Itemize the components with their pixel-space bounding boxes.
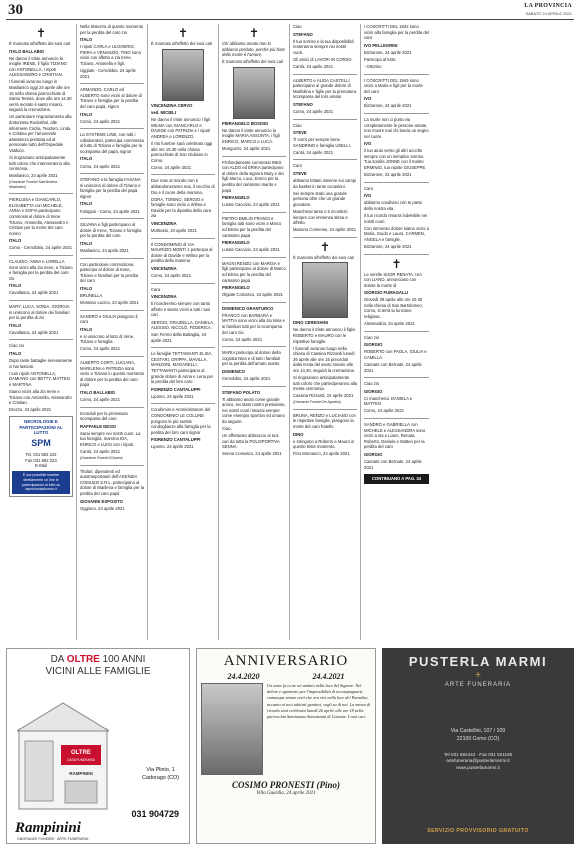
- spm-logo: SPM: [31, 438, 51, 449]
- notice-date: Villa Guardia, 24 aprile 2021: [256, 791, 316, 796]
- deceased-name: RAFFAELE DESSI: [80, 423, 116, 429]
- building-sign: OLTRE: [71, 750, 91, 756]
- ad-title: NECROLOGIE E PARTECIPAZIONI AL LUTTO: [19, 418, 63, 436]
- notice-date: Maslianico, 24 aprile 2021: [9, 173, 58, 179]
- date-from: 24.4.2020: [227, 672, 260, 681]
- divider: [364, 113, 429, 114]
- divider: [80, 83, 144, 84]
- cross-icon: ✝: [177, 26, 189, 40]
- notice-text: Il CONDOMINIO di VIA MAURIZIO MONTI 1 partecipa al dolore di Davide e Wilma per la perdita della mamma: [151, 241, 213, 264]
- divider: [293, 119, 357, 120]
- notice-text: CLAUDIO, ANNA e LORELLA sono vicini alla zia Irene, a Tiziano e famiglia per la perdita del caro zio: [9, 259, 73, 281]
- ad-online-banner[interactable]: È ora possibile inserire direttamente on line le partecipazioni al lutto su laprovinciadicomo.it: [12, 471, 70, 494]
- deceased-name: ITALO: [9, 322, 22, 328]
- deceased-name: ITALO: [9, 238, 22, 244]
- notice-date: Uggiate - Cernobbio, 24 aprile 2021: [80, 68, 136, 79]
- deceased-name: STEFANO POLATO: [222, 389, 260, 395]
- page-header: [6, 0, 574, 20]
- divider: [9, 193, 73, 194]
- deceased-name: DOMENICO GRANTURCO: [222, 305, 274, 311]
- divider: [222, 346, 286, 347]
- deceased-name: PIERANGELO BOSISIO: [222, 120, 269, 126]
- divider: [80, 310, 144, 311]
- notice-date: Como, 24 aprile 2021: [80, 346, 121, 352]
- column-6: [361, 24, 432, 640]
- funeral-home-building-icon: [17, 701, 109, 811]
- divider: [364, 182, 429, 183]
- ad-email[interactable]: artefuneraria@pusterlamarmi.it: [446, 758, 510, 764]
- deceased-name: ITALO: [80, 156, 93, 162]
- notice-date: Drezzo, 24 aprile 2021: [9, 407, 52, 413]
- notice-text: Con immenso dolore siamo vicini a Maria, Guido e Laura. CARMEN, ANGELA e famiglie.: [364, 225, 429, 242]
- column-4: [219, 24, 290, 640]
- notice-text: I nipoti CARLA e ULGHERIO, PIERA e VENANZIO, TINO sono vicini con affetto a zia Irene, Tiziano, Antonella e figli.: [80, 44, 141, 66]
- notice-date: Como, 24 aprile 2021: [151, 164, 192, 170]
- notice-date: Casnate con Bernate, 24 aprile 2021: [364, 362, 422, 373]
- notice-text: e si uniscono al lutto di Irene, Tiziano e famiglia.: [80, 333, 135, 345]
- notice-date: Cantù, 24 aprile 2021: [293, 63, 334, 69]
- notice-text: Si ringraziano anticipatamente tutti coloro che interverranno alla cerimonia.: [9, 154, 70, 172]
- cross-icon: ✝: [391, 256, 402, 271]
- deceased-name: IVO PELLEGRINI: [364, 42, 398, 48]
- notice-date: Bizzarone, 24 aprile 2021: [364, 172, 412, 178]
- divider: [364, 74, 429, 75]
- deceased-name: STEFANO: [293, 101, 313, 107]
- notice-text: PIETRO EMILIO FRANGI e famiglia tutti sono vicini a Marco ed Elena per la perdita del carissimo papà: [222, 215, 282, 238]
- divider: [364, 377, 429, 378]
- column-1: [6, 24, 77, 640]
- deceased-name: PIERANGELO: [222, 240, 250, 246]
- notice-date: Lipomo, 24 aprile 2021: [151, 393, 194, 399]
- notice-text: Titolari, dipendenti ed autotrasportatori dell'AGENZIA COMUZZI S.R.L. partecipano al dolore di Marilena e famiglia per la perdita del caro papà: [80, 468, 145, 496]
- notice-text: Caro: [293, 163, 303, 169]
- divider: [151, 174, 215, 175]
- divider: [293, 159, 357, 160]
- funeral-home: (Onoranze Funebri D'Aurea): [80, 456, 123, 461]
- notice-text: Ciao: [293, 24, 302, 29]
- notice-text: Il tuo sorriso e la tua disponibilità resteranno sempre nei nostri cuori.: [293, 38, 354, 55]
- notice-date: Como, 24 aprile 2021: [80, 118, 121, 124]
- publication-name: LA PROVINCIA: [524, 3, 572, 9]
- divider: [293, 74, 357, 75]
- notice-text: Ciao zio: [364, 381, 380, 387]
- deceased-name: FIORENZO CANTALUPPI: [151, 386, 201, 392]
- deceased-name: ITALO: [80, 111, 93, 117]
- notice-date: Cassina Rizzardi, 24 aprile 2021: [293, 393, 354, 399]
- notice-date: Como, 24 aprile 2021: [222, 336, 263, 342]
- rampinini-ad: [6, 648, 190, 844]
- deceased-name: FIORENZO CANTALUPPI: [151, 437, 201, 443]
- notice-text: Un particolare ringraziamento alla dottoressa Rucksthul, alle infermiere Cinzia, Teodoro, Linda e Cristina per l'amorevole assistenza prestata ed al personale tutto dell'Ospedale Valduce.: [9, 114, 72, 153]
- divider: [151, 347, 215, 348]
- divider: [80, 173, 144, 174]
- ad-phone[interactable]: 031 904729: [131, 809, 179, 819]
- notice-date: Como, 24 aprile 2021: [293, 108, 334, 114]
- notice-text: Mancherai tanto e ti ricorderò sempre con immensa stima e affetto.: [293, 208, 348, 226]
- publication-date: SABATO 24 APRILE 2021: [525, 11, 572, 16]
- deceased-name: GIOVANNI ESPOSITO: [80, 498, 123, 504]
- divider: [151, 238, 215, 239]
- notice-date: San Fermo della Battaglia, 24 aprile 2021: [151, 332, 207, 343]
- notice-text: Sei sempre stato una grande persona oltre che un grande giocatore.: [293, 190, 347, 207]
- deceased-name: DINO CEREGHINI: [293, 320, 328, 326]
- notice-text: Gli amici di LAVORI IN CORSO.: [293, 56, 353, 62]
- notice-date: Mariano Comense, 24 aprile 2021: [293, 227, 357, 233]
- ad-address: Via Plinio, 1 Cadorago (CO): [142, 767, 179, 781]
- deceased-name: GIORGIO: [364, 451, 383, 457]
- ad-phone[interactable]: Tel 031 592443 · Fax 031 521165: [443, 751, 513, 757]
- deceased-name: ITALO: [80, 201, 93, 207]
- notice-text: SILVANA e figli partecipano al dolore di Irene, Tiziano e famiglia per la perdita del caro: [80, 222, 142, 239]
- notice-text: PIERLUISA e GIANCARLO, ELISABETTA con MICHELE, ANNA e SOFIA partecipano commossi al dolore di Irene Tiziano, Antonella, Alessandro e Cristian per la morte del caro nonno: [9, 197, 69, 236]
- notice-text: Condòmini e Amministratore del CONDOMINIO LE COLLINE pongono le più sentite condoglianze alla famiglia per la perdita del loro caro signor: [151, 407, 211, 435]
- divider: [364, 254, 429, 255]
- cross-icon: ✝: [248, 26, 260, 40]
- notice-text: Ne danno il triste annuncio i figli WILMA con GIANCARLO e DAVIDE con PATRIZIA e i nipoti ANDREA e LORENZO.: [151, 117, 211, 139]
- notice-text: Un affettuoso abbraccio ai tuoi cari da tutta la POLISPORTIVA SENNA.: [222, 433, 280, 450]
- deceased-name: ITALO: [80, 240, 93, 246]
- divider: [9, 255, 73, 256]
- notice-text: ARMANDO, CARLO ed ALBERTO sono vicini al dolore di Tiziano e famiglia per la perdita del caro papà, signor: [80, 87, 142, 109]
- notice-text: Dopo tante battaglie serenamente ci hai lasciati.: [9, 358, 73, 369]
- ad-phone: Tel. 031 582 222: [25, 452, 57, 458]
- notice-date: Como, 24 aprile 2021: [80, 396, 121, 402]
- notice-date: Olgiate Comasco, 24 aprile 2021: [222, 292, 283, 298]
- notice-date: Cavallasca, 24 aprile 2021: [9, 329, 59, 335]
- notice-text: Si ringraziano anticipatamente tutti coloro che parteciperanno alla mesta cerimonia.: [293, 375, 358, 392]
- divider: [9, 339, 73, 340]
- brand-subtitle: ONORANZE FUNEBRI · ARTE FUNERARIA: [17, 837, 89, 841]
- deceased-name: IVO: [364, 193, 372, 199]
- divider: [293, 237, 357, 238]
- obituary-columns: [6, 24, 574, 640]
- deceased-name: GIORGIO: [364, 388, 383, 394]
- divider: [80, 218, 144, 219]
- notice-date: Lipomo, 24 aprile 2021: [151, 444, 194, 450]
- notice-date: Como, 24 aprile 2021: [151, 273, 192, 279]
- deceased-name-suffix: ved. MICIELI: [151, 110, 176, 116]
- notice-text: MARY, LUCA, SONIA, GIORGIA si uniscono al dolore dei familiari per la perdita di zio: [9, 304, 70, 321]
- notice-intro: È mancato all'affetto dei suoi cari: [9, 41, 71, 46]
- notice-date: Monguzzo, 24 aprile 2021: [222, 146, 271, 152]
- notice-text: Il rito funebre sarà celebrato oggi alle ore 15.30 nella chiesa parrocchiale di San Giuliano in Como.: [151, 141, 213, 163]
- deceased-name: STEFANO: [293, 31, 313, 37]
- continued-on-page[interactable]: CONTINUANO A PAG. 34: [364, 474, 429, 484]
- notice-text: Ciao zio: [9, 343, 25, 349]
- column-5: [290, 24, 361, 640]
- deceased-name: ITALO: [80, 285, 93, 291]
- anniversary-notice: [196, 648, 376, 844]
- notice-text: SANDRO e GIULIA piangono il caro: [80, 313, 138, 325]
- notice-date: Lurate Caccivio, 24 aprile 2021: [222, 247, 280, 253]
- notice-text: Ciao.: [222, 426, 232, 432]
- ad-website[interactable]: www.pusterlamarmi.it: [456, 765, 500, 771]
- notice-text: SANDRO e GABRIELLA con MICHELE e ALESSANDRA sono vicini a Isa e Liano, Renata, Roberto, Daniela e Matteo per la perdita del caro: [364, 422, 426, 450]
- notice-date: Cantù, 24 aprile 2021: [293, 149, 334, 155]
- notice-text: ALBERTO CORTI, LUCIANA, MARILENA e PATRIZIA sono vicini a Tiziano in questo momento di dolore per la perdita del caro papà: [80, 360, 145, 388]
- notice-text: Caro: [364, 185, 374, 191]
- divider: [151, 403, 215, 404]
- notice-text: Due rose al mondo non ti abbandoneranno mai, il cecchio di Dio e il cuore della mamma.: [151, 178, 215, 195]
- column-2: [77, 24, 148, 640]
- funeral-home: (Onoranze Funebri Sant'Andrea - Maslianico): [9, 180, 60, 189]
- notice-text: Cara: [151, 286, 161, 292]
- anniversary-title: ANNIVERSARIO: [223, 653, 349, 669]
- ad-address: Via Castellini, 107 / 109 22100 Como (CO): [450, 728, 506, 742]
- notice-text: BRUNA, RENZO e LUCIANO con le rispettive famiglie, piangono la morte del caro fratello: [293, 412, 356, 430]
- notice-text: Giovedì 29 aprile alle ore 10.30 nella chiesa di San Bartolomeo, Como, si terrà la funzione religiosa.: [364, 297, 423, 320]
- divider: [151, 283, 215, 284]
- brand-title: PUSTERLA MARMI: [408, 654, 548, 669]
- notice-text: Le sorelle SUOR RENATA, ISA con LIANO, annunciano con dolore la morte di: [364, 271, 422, 288]
- notice-text: La morte non ci porta via completamente le persone amate, non muore mai chi lascia un segno nel cuore.: [364, 116, 429, 139]
- notice-intro: È mancato all'affetto dei suoi cari: [222, 59, 284, 65]
- notice-text: MAGNI RENZO con MARISA e figli partecipano al dolore di Marco ed Elena per la perdita del carissimo papà: [222, 260, 286, 283]
- notice-text: Ti abbiamo avuto come grande amico, sei stato nostro presidente, nei nostri cuori rimarrai sempre come esempio sportivo ed umano da seguire.: [222, 396, 286, 425]
- notice-text: Increduli per la prematura scomparsa del caro: [80, 410, 128, 422]
- funeral-home: (Onoranze Funebri De Agostini): [293, 400, 341, 405]
- deceased-name: IVO: [364, 96, 372, 102]
- divider: [222, 302, 286, 303]
- pusterla-marmi-ad: [382, 648, 574, 844]
- notice-text: - Ottorino: [364, 63, 382, 69]
- divider: [80, 465, 144, 466]
- deceased-photo: [201, 683, 263, 775]
- notice-intro: È mancato all'affetto dei suoi cari: [293, 254, 355, 260]
- notice-text: I funerali avranno luogo nella chiesa di Cassina Rizzardi lunedì 26 aprile alle ore 15 preceduti dalla recita del santo rosario alle ore 14.30, seguirà la cremazione.: [293, 345, 356, 373]
- deceased-name: DINO: [293, 431, 304, 437]
- divider: [364, 331, 429, 332]
- deceased-name: PIERANGELO: [222, 285, 250, 291]
- deceased-name: VINCENZINA CERVO: [151, 102, 193, 108]
- cross-icon: ✝: [319, 239, 331, 254]
- notice-text: MARIA partecipa al dolore della cognata Nina e di tutti i familiari per la perdita dell'amato marito: [222, 350, 281, 367]
- notice-text: Ne danno il triste annuncio il figlio ROBERTO e MAURO con le rispettive famiglie.: [293, 327, 356, 344]
- notice-text: I COSCRITTI DEL 1942 sono vicini alla famiglia per la perdita del caro: [364, 24, 429, 41]
- divider: [222, 257, 286, 258]
- notice-date: Faloppio - Como, 24 aprile 2021: [80, 208, 140, 214]
- notice-text: abbiamo condiviso con te parte della nostra vita.: [364, 200, 422, 211]
- notice-date: Cernobbio, 24 aprile 2021: [222, 376, 271, 382]
- memorial-text: Un anno fa tu ne sei andato nella luce del Signore. Nel dolore e sgomento per l'impossibilità di accompagnarti, comunque siamo certi che ora vivi nella luce del Paradiso, accanto ai tuoi adorati genitori, vegli su di noi. La messa di ricordo sarà celebrata lunedì 26 aprile alle ore 18 nella parrocchia Santissima Annunziata di Casnate. I tuoi cari.: [267, 683, 371, 720]
- notice-text: DORA, TONINO, SERGIO e famiglie sono vicini a Wilma e Davide per la dipartita della cara zia: [151, 196, 212, 219]
- notice-text: I funerali avranno luogo in Maslianico oggi 24 aprile alle ore 15 nella chiesa parrocchiale di Santa Teresa, dove alle ore 14.30 verrà recitato il santo rosario, seguirà la cremazione.: [9, 79, 72, 113]
- notice-date: Bizzarone, 24 aprile 2021: [364, 103, 412, 109]
- deceased-name: GIORGIO: [364, 342, 383, 348]
- deceased-name: IVO: [364, 141, 372, 147]
- notice-text: abbiamo lottato insieme sui campi da basket in tante occasioni.: [293, 178, 357, 189]
- notice-date: Alessandria, 24 aprile 2021: [364, 321, 415, 327]
- notice-intro: È mancato all'affetto dei suoi cari: [151, 41, 213, 46]
- notice-text: ti ricorderemo sempre con tanto affetto e siamo vicini a tutti i tuoi cari.: [151, 301, 211, 318]
- deceased-name: DOMENICO: [222, 368, 246, 374]
- notice-date: Bizzarone, 24 aprile 2021: [364, 243, 412, 249]
- memorial-content: [201, 683, 371, 775]
- notice-text: Con particolare commozione, partecipo al dolore di Irene, Tiziano e familiari per la perdita del caro: [80, 261, 139, 284]
- notice-text: STEFANO e la famiglia FASANA si uniscono al dolore di Tiziano e famiglia per la perdita del papà, signor: [80, 177, 141, 199]
- notice-date: Bizzarone, 24 aprile 2021: [364, 49, 412, 55]
- deceased-name: ITALO: [9, 350, 22, 356]
- notice-date: Oggiono, 24 aprile 2021: [80, 505, 125, 511]
- notice-text: Ne danno il triste annuncio la moglie MARIA ASSUNTA, i figli ENRICO, MARCO e LUCA.: [222, 127, 280, 145]
- notice-date: Moltrasio, 24 aprile 2021: [151, 228, 197, 234]
- notice-date: Fino Mornasco, 24 aprile 2021: [293, 451, 350, 457]
- ad-headline: DA OLTRE 100 ANNI: [50, 654, 146, 665]
- divider: [80, 407, 144, 408]
- notice-text: Ne danno il triste annuncio la moglie IRENE, il figlio TIZIANO con ANTONELLA, i nipoti ALESSANDRO e CRISTIAN.: [9, 55, 67, 78]
- notice-text: Sarai sempre nei nostri cuori. La tua famiglia, mamma IDA, ENRICO e LUIGI con i nipoti.: [80, 430, 141, 447]
- page-number: 30: [8, 2, 23, 18]
- notice-text: Siamo vicini alla zia Irene e Tiziano con Antonella, Alessandro e Cristian.: [9, 388, 72, 406]
- notice-date: Senna Comasco, 24 aprile 2021: [222, 451, 282, 457]
- notice-date: Como, 24 aprile 2021: [80, 163, 121, 169]
- notice-text: Ci mancherai. DANIELA e MATTEO.: [364, 395, 413, 407]
- deceased-name: COSIMO PRONESTI (Pino): [231, 780, 341, 790]
- deceased-name: STEVE: [293, 130, 307, 136]
- deceased-name: ITALO BALLABIO: [80, 389, 116, 395]
- deceased-name: ITALO: [80, 37, 93, 43]
- notice-date: Montano Lucino, 24 aprile 2021: [80, 299, 139, 305]
- divider: [80, 128, 144, 129]
- notice-signature: BRUNELLA.: [80, 292, 104, 298]
- notice-date: Lurate Caccivio, 24 aprile 2021: [222, 202, 280, 208]
- cross-icon: ✝: [35, 26, 47, 40]
- ad-service-note: SERVIZIO PROVVISORIO GRATUITO: [427, 828, 529, 834]
- notice-text: e stringono a Roberto e Mauro in questo triste momento.: [293, 438, 355, 450]
- notice-date: Como, 24 aprile 2021: [364, 408, 405, 414]
- notice-date: Maslianico, 24 aprile 2021: [80, 247, 129, 253]
- deceased-name: STEVE: [293, 170, 307, 176]
- notice-date: Cantù, 24 aprile 2021: [80, 449, 121, 455]
- deceased-photo: [302, 262, 348, 318]
- divider: [9, 300, 73, 301]
- notice-date: Cavallasca, 24 aprile 2021: [9, 290, 59, 296]
- notice-text: I COSCRITTI DEL 1945 sono vicini a Maria e figli per la morte del caro: [364, 77, 423, 94]
- ad-fax: Fax 031 582 223: [25, 457, 57, 463]
- divider: [222, 212, 286, 213]
- date-to: 24.4.2021: [312, 672, 345, 681]
- notice-text: Partecipa al lutto:: [364, 56, 397, 62]
- building-sign-sub: CASA FUNERARIA: [67, 758, 95, 762]
- deceased-name: VINCENZINA: [151, 220, 177, 226]
- deceased-name: VINCENZINA: [151, 294, 177, 300]
- notice-text: Ciao: [293, 122, 302, 128]
- divider: [364, 418, 429, 419]
- notice-text: Il tuo ricordo rimarrà indelebile nei nostri cuori.: [364, 213, 428, 224]
- notice-text: Ti vorrò per sempre bene. SANDRINO e famiglia USELLI.: [293, 137, 351, 148]
- notice-text: il tuo aiuto verso gli altri accolto sempre con un semplice sorriso. Tua sorella JONNE con il marito ERMINIO, tuo nipote GIUSEPPE.: [364, 148, 427, 171]
- notice-text: Ciao zio: [364, 334, 380, 340]
- deceased-name: GIORGIO FUMAGALLI: [364, 290, 409, 296]
- bottom-ads: [6, 648, 574, 844]
- cross-icon: +: [475, 670, 481, 681]
- notice-text: I tuoi nipoti ANTONELLA, DAMIANO con BETTY, MATTEO e MARTINA.: [9, 370, 71, 387]
- divider: [80, 356, 144, 357]
- deceased-photo: [233, 67, 275, 119]
- divider: [80, 258, 144, 259]
- divider: [293, 409, 357, 410]
- notice-text: Le famiglie TETTAMANTI ELISA, CESTARI, GRIPPA, MAVILLA, MANZONI, MAGARELLI, TETTAMANTI partecipano al grande dolore di Anna e Lena per la perdita del loro caro: [151, 351, 214, 385]
- brand-subtitle: ARTE FUNERARIA: [444, 682, 512, 688]
- notice-text: FRANCO con BARBARA e MATTIA sono vicini alla zia Nina e ai familiari tutti per la scomparsa del caro zio.: [222, 312, 285, 335]
- notice-text: ALBERTO e ALIDA CASTELLI partecipano al grande dolore di Marilolina e figlie per la prematura scomparsa del loro amato: [293, 77, 357, 100]
- deceased-name: PIERANGELO: [222, 195, 250, 201]
- deceased-name: ITALO: [9, 283, 22, 289]
- notice-text: ROBERTO con PAOLA, GIULIA e CAMILLA.: [364, 349, 427, 360]
- ad-email: E-Mail: [35, 463, 47, 469]
- notice-text: Nella tristezza di questo momento per la perdita del caro zio: [80, 24, 144, 35]
- necrology-service-ad: [9, 416, 73, 497]
- notice-verse: Chi abbiamo amato non lo abbiamo perduto, perché più forte della morte è l'amore.: [222, 41, 285, 58]
- notice-text: La SYSTEMS LINE, con tutti i collaboratori, partecipa commossa al lutto di Tiziano e famiglia per la scomparsa del papà, signor: [80, 132, 144, 154]
- anniversary-dates: [201, 672, 371, 681]
- building-sign-name: RAMPININI: [69, 771, 93, 776]
- notice-date: Como - Cernobbio, 24 aprile 2021: [9, 245, 73, 251]
- deceased-photo: [162, 49, 204, 101]
- notice-date: Casnate con Bernate, 24 aprile 2021: [364, 459, 422, 470]
- deceased-name: ITALO: [80, 326, 93, 332]
- column-3: [148, 24, 219, 640]
- deceased-name: VINCENZINA: [151, 265, 177, 271]
- rampinini-logo: Rampinini: [15, 820, 81, 836]
- divider: [222, 386, 286, 387]
- deceased-name: ITALO BALLABIO: [9, 48, 45, 54]
- notice-text: SERGIO, GRAZIELLA, DANIELA, ALESSIO, NICOLÒ, FEDERICA.: [151, 319, 215, 331]
- ad-contacts: [382, 752, 574, 773]
- ad-subheadline: VICINI ALLE FAMIGLIE: [45, 666, 151, 677]
- divider: [222, 156, 286, 157]
- notice-text: Profondamente commossi INES con ALDO ed ERIKA partecipano al dolore della signora Mary e dei figli Marco, Luca, Enrico per la perdita del carissimo marito e papà: [222, 159, 284, 193]
